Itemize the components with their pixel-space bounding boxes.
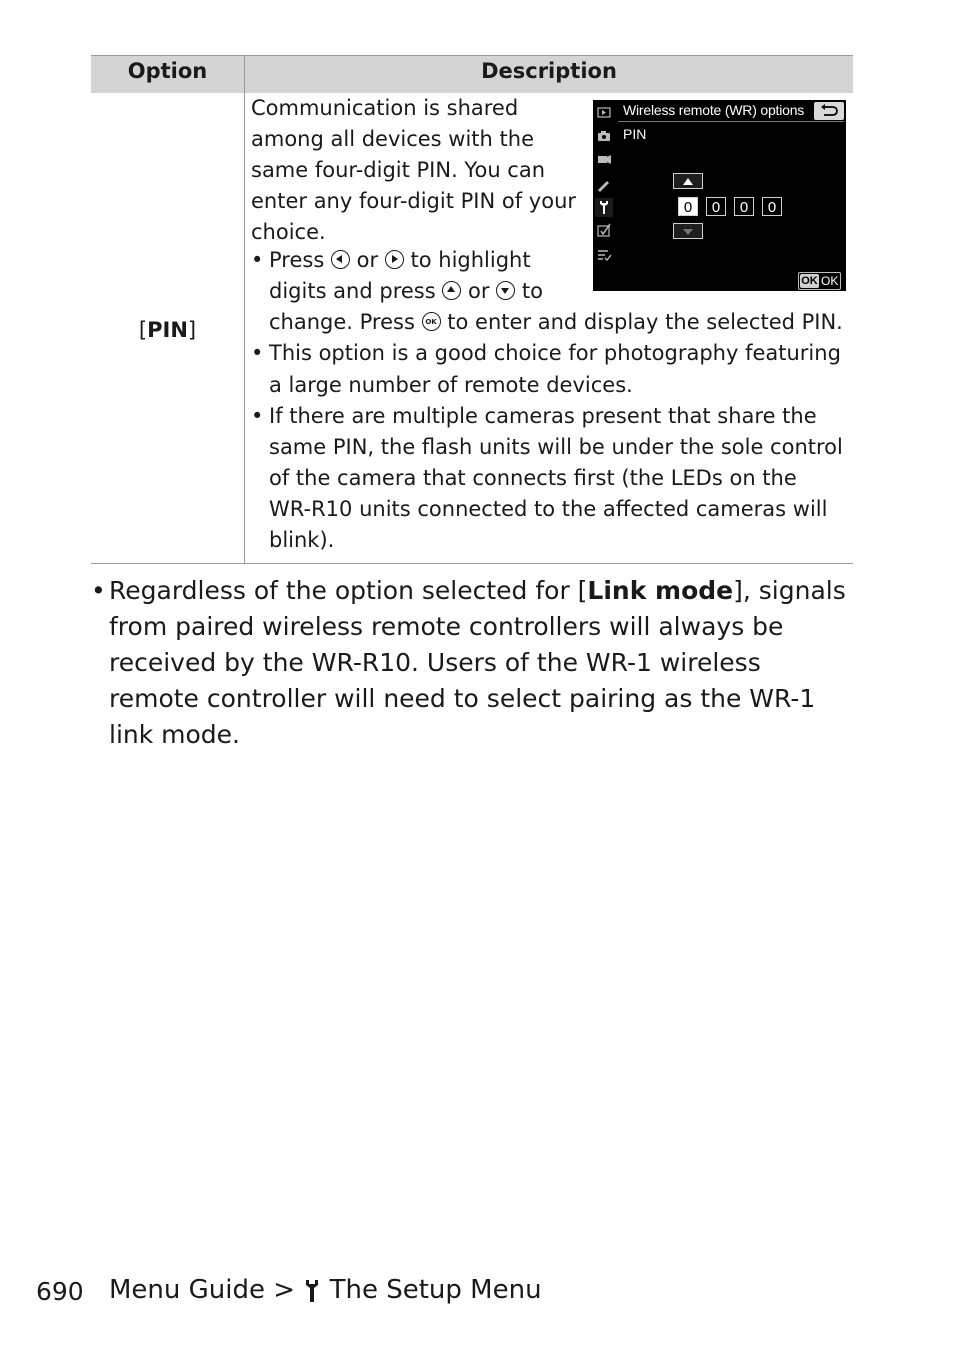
ok-indicator[interactable] [798,272,841,290]
intro-line: same four-digit PIN. You can [251,158,546,182]
multi-selector-left-icon [331,250,350,269]
header-description: Description [481,59,617,83]
pin-digit[interactable]: 0 [734,197,754,216]
bullet-dot: • [251,404,264,428]
bullet-line: of the camera that connects first (the LEDs on the [269,466,797,490]
bullet-line [269,245,531,276]
note-bold: Link mode [587,576,734,605]
bullet-dot: • [251,341,264,365]
option-cell [91,93,245,563]
note-text-before: Regardless of the option selected for [ [109,576,588,605]
pin-digit[interactable]: 0 [678,197,698,216]
bullet-line [269,307,843,338]
bullet-dot: • [91,576,106,605]
bullet-text: to enter and display the selected PIN. [447,310,843,334]
breadcrumb [109,1275,542,1305]
increment-arrow[interactable] [673,173,703,189]
ok-button-icon [422,312,441,331]
svg-text:OK: OK [424,318,437,326]
decrement-arrow[interactable] [673,223,703,239]
option-bracket-open: [ [138,317,148,342]
bullet-text: to [521,279,543,303]
intro-line: enter any four-digit PIN of your [251,189,577,213]
wrench-icon [303,1277,321,1303]
page-number: 690 [36,1277,84,1306]
bullet-line: This option is a good choice for photography featuring [269,341,841,365]
bullet-text: change. Press [269,310,415,334]
intro-line: among all devices with the [251,127,534,151]
table-header [91,55,853,93]
camera-screen-illustration [593,100,846,291]
title-divider [618,121,844,122]
header-option: Option [91,56,245,93]
breadcrumb-prefix: Menu Guide > [109,1275,296,1305]
note-text [109,573,849,753]
multi-selector-up-icon [442,281,461,300]
multi-selector-down-icon [496,281,515,300]
retouch-icon [598,224,610,236]
bullet-text: digits and press [269,279,436,303]
pencil-icon [598,181,609,192]
wrench-icon [595,198,613,217]
screen-title: Wireless remote (WR) options [623,102,805,118]
bullet-line: WR-R10 units connected to the affected cameras will [269,497,828,521]
bullet-line: same PIN, the flash units will be under the sole control [269,435,843,459]
bullet-line: a large number of remote devices. [269,373,633,397]
bullet-text: or [356,248,379,272]
multi-selector-right-icon [385,250,404,269]
ok-label: OK [821,274,839,288]
option-bracket-close: ] [187,317,197,342]
ok-box: OK [801,275,818,287]
option-name: PIN [147,317,188,342]
pin-digit[interactable]: 0 [706,197,726,216]
menu-sidebar [593,100,615,291]
mymenu-icon [598,251,611,260]
back-icon[interactable] [814,102,844,120]
intro-text [251,93,581,248]
movie-icon [598,155,611,164]
bullet-line [269,276,543,307]
playback-icon [598,108,610,117]
intro-line: Communication is shared [251,96,519,120]
bullet-text: Press [269,248,325,272]
pin-digit[interactable]: 0 [762,197,782,216]
bullet-dot: • [251,248,264,272]
bullet-text: to highlight [410,248,531,272]
screen-subtitle: PIN [623,126,647,142]
intro-line: choice. [251,220,326,244]
bullet-line: blink). [269,528,335,552]
camera-icon [598,131,610,141]
breadcrumb-suffix: The Setup Menu [329,1275,542,1305]
bullet-line: If there are multiple cameras present that share the [269,404,817,428]
bullet-text: or [468,279,490,303]
note-text-after: ], signals from paired wireless remote controllers will always be received by the WR-R10. Users of the WR-1 wireless remote controller will need to select pairing as the WR-1 link mode. [109,576,846,749]
